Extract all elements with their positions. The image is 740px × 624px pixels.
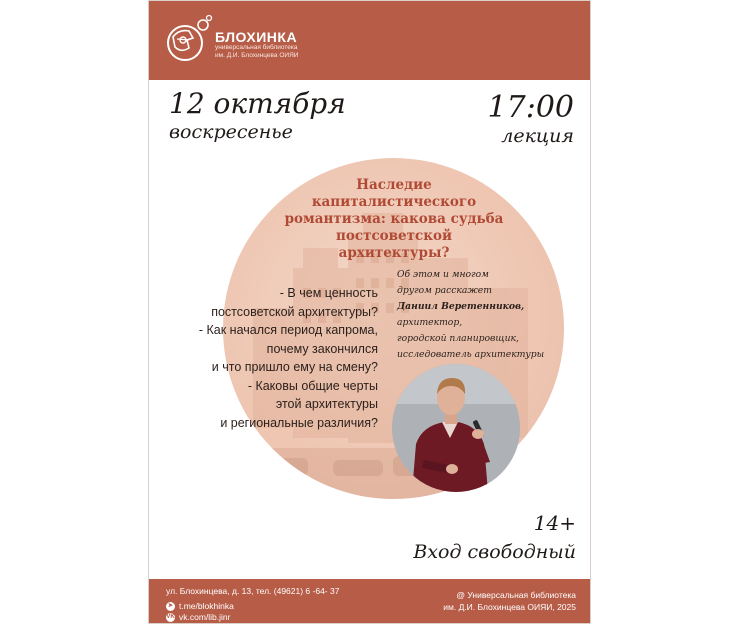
library-logo-icon [163, 13, 213, 65]
question-line: постсоветской архитектуры? [211, 304, 378, 319]
copyright-line: @ Универсальная библиотека [456, 590, 576, 600]
question-line: - Каковы общие черты [247, 378, 378, 393]
question-line: - В чем ценность [279, 286, 378, 300]
copyright-line-2: им. Д.И. Блохинцева ОИЯИ, 2025 [443, 602, 576, 612]
question-line: - Как начался период капрома, [198, 323, 378, 337]
poster-footer [149, 579, 590, 624]
event-type: лекция [501, 125, 574, 147]
question-line: почему закончился [266, 341, 378, 356]
event-poster [148, 0, 591, 624]
speaker-name: Даниил Веретенников, [397, 301, 525, 312]
lecture-title-line: романтизма: какова судьба [284, 211, 504, 227]
entry-info: Вход свободный [413, 541, 576, 563]
library-logo-name: БЛОХИНКА [215, 29, 298, 45]
speaker-info [397, 267, 544, 363]
telegram-link[interactable] [166, 601, 234, 612]
age-rating: 14+ [533, 511, 576, 535]
event-time: 17:00 [487, 90, 574, 125]
lecture-title [279, 177, 509, 262]
speaker-role: городской планировщик, [397, 333, 519, 344]
speaker-portrait-icon [392, 364, 520, 492]
lecture-title-line: капиталистического [311, 194, 477, 210]
question-line: и что пришло ему на смену? [211, 360, 378, 374]
question-line: и региональные различия? [220, 415, 378, 430]
event-weekday: воскресенье [169, 121, 293, 143]
vk-link[interactable] [166, 612, 230, 623]
event-date: 12 октября [169, 87, 346, 120]
poster-header [149, 1, 590, 80]
speaker-intro: Об этом и многом [397, 269, 489, 280]
question-line: этой архитектуры [275, 397, 378, 411]
lecture-questions [199, 284, 378, 432]
library-logo-subtitle: универсальная библиотека [215, 44, 298, 51]
library-address: ул. Блохинцева, д. 13, тел. (49621) 6 -64- 37 [166, 586, 340, 596]
lecture-title-line: Наследие [356, 177, 432, 193]
speaker-role: исследователь архитектуры [397, 349, 545, 360]
telegram-link-text: t.me/blokhinka [179, 601, 234, 611]
speaker-photo [392, 364, 520, 492]
library-logo-subtitle-2: им. Д.И. Блохинцева ОИЯИ [215, 52, 299, 59]
telegram-icon: ➤ [167, 603, 174, 610]
speaker-intro: другом расскажет [397, 285, 492, 296]
vk-link-text: vk.com/lib.jinr [179, 612, 231, 622]
vk-icon: VK [166, 614, 175, 621]
lecture-title-line: постсоветской архитектуры? [335, 228, 452, 261]
speaker-role: архитектор, [397, 317, 463, 328]
